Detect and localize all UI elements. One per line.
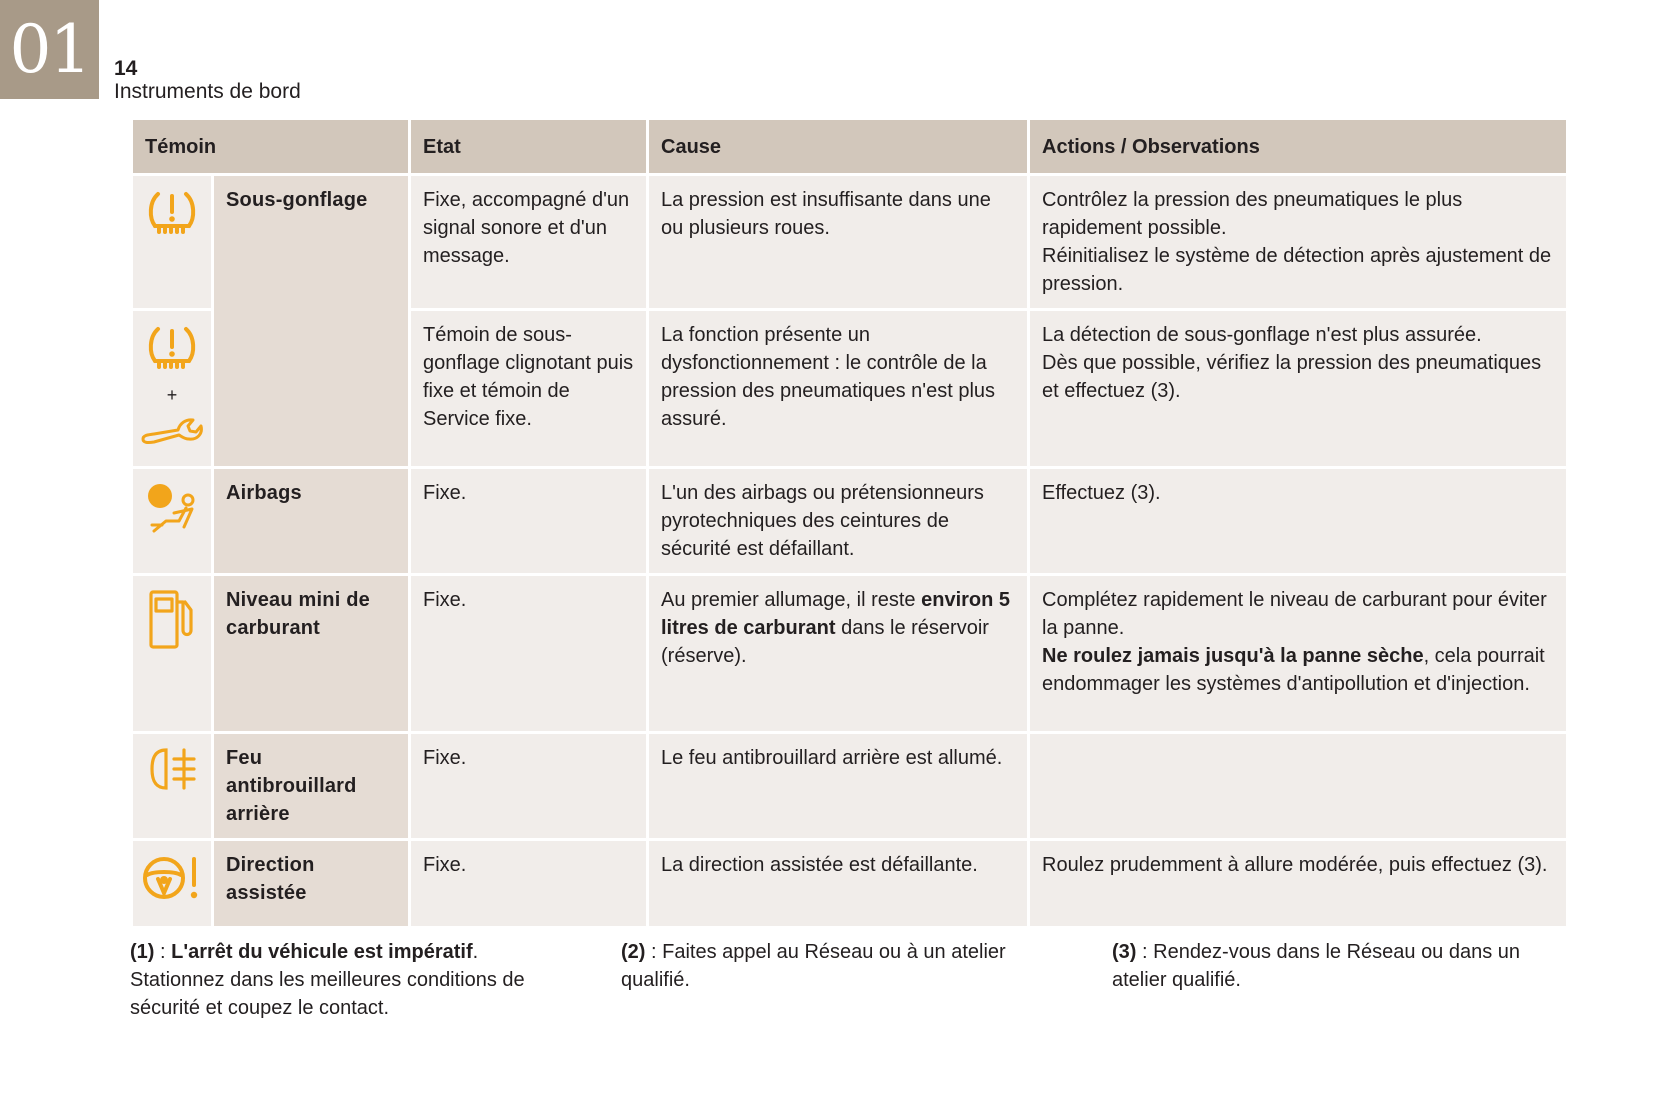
label-power-steering: Direction assistée: [213, 840, 410, 928]
etat-cell: Témoin de sous-gonflage clignotant puis fixe et témoin de Service fixe.: [410, 310, 648, 468]
table-header-row: [132, 119, 1568, 175]
actions-text: Complétez rapidement le niveau de carburant pour éviter la panne.: [1042, 589, 1547, 639]
actions-text: La détection de sous-gonflage n'est plus assurée.: [1042, 324, 1482, 346]
table-row: [132, 575, 1568, 733]
cause-cell: L'un des airbags ou prétensionneurs pyrotechniques des ceintures de sécurité est défaillant.: [648, 468, 1029, 575]
etat-cell: Fixe.: [410, 840, 648, 928]
actions-cell: [1029, 575, 1568, 733]
fuel-pump-icon: [145, 588, 199, 650]
icon-cell: [132, 840, 213, 928]
cause-cell: Le feu antibrouillard arrière est allumé.: [648, 733, 1029, 840]
table-row: [132, 468, 1568, 575]
etat-cell: Fixe.: [410, 468, 648, 575]
tire-pressure-warning-icon: [145, 188, 199, 240]
footnote-number: (3): [1112, 941, 1137, 963]
cause-text: Au premier allumage, il reste: [661, 589, 916, 611]
table-row: [132, 175, 1568, 310]
actions-text: Réinitialisez le système de détection après ajustement de pression.: [1042, 245, 1552, 295]
label-fuel: Niveau mini de carburant: [213, 575, 410, 733]
icon-cell: [132, 575, 213, 733]
actions-text: Contrôlez la pression des pneumatiques le plus rapidement possible.: [1042, 189, 1463, 239]
plus-sign: +: [166, 385, 178, 405]
footnote-1: [130, 938, 570, 1022]
icon-cell: [132, 310, 213, 468]
page-number: 14: [114, 57, 138, 80]
label-rear-fog: Feu antibrouillard arrière: [213, 733, 410, 840]
footnote-text: : Faites appel au Réseau ou à un atelier qualifié.: [621, 941, 1006, 991]
table-row: [132, 733, 1568, 840]
chapter-number-badge: 01: [0, 0, 99, 99]
footnote-punct: .: [472, 941, 479, 963]
icon-cell: [132, 175, 213, 310]
header-temoin: Témoin: [132, 119, 410, 175]
etat-cell: Fixe, accompagné d'un signal sonore et d'un message.: [410, 175, 648, 310]
icon-cell: [132, 468, 213, 575]
footnote-number: (2): [621, 941, 646, 963]
label-airbags: Airbags: [213, 468, 410, 575]
power-steering-warning-icon: [142, 853, 202, 903]
actions-cell: Roulez prudemment à allure modérée, puis effectuez (3).: [1029, 840, 1568, 928]
header-cause: Cause: [648, 119, 1029, 175]
footnote-bold-text: L'arrêt du véhicule est impératif: [171, 941, 473, 963]
cause-bold-text: environ 5 litres de carburant: [661, 589, 1011, 639]
cause-cell: La fonction présente un dysfonctionnement : le contrôle de la pression des pneumatiques n'est plus assuré.: [648, 310, 1029, 468]
footnote-number: (1): [130, 941, 155, 963]
table-row: [132, 840, 1568, 928]
header-actions: Actions / Observations: [1029, 119, 1568, 175]
actions-cell: [1029, 310, 1568, 468]
actions-text: , cela pourrait endommager les systèmes d'antipollution et d'injection.: [1042, 645, 1545, 695]
cause-cell: [648, 575, 1029, 733]
actions-bold-text: Ne roulez jamais jusqu'à la panne sèche: [1042, 645, 1424, 667]
actions-cell: [1029, 733, 1568, 840]
service-wrench-icon: [140, 415, 204, 445]
etat-cell: Fixe.: [410, 733, 648, 840]
etat-cell: Fixe.: [410, 575, 648, 733]
cause-cell: La direction assistée est défaillante.: [648, 840, 1029, 928]
airbag-icon: [144, 481, 200, 535]
cause-text: dans le réservoir (réserve).: [661, 617, 989, 667]
header-etat: Etat: [410, 119, 648, 175]
actions-cell: [1029, 175, 1568, 310]
footnote-2: [621, 938, 1061, 994]
footnote-text: Stationnez dans les meilleures conditions de sécurité et coupez le contact.: [130, 969, 525, 1019]
actions-text: [1042, 642, 1554, 698]
footnote-3: [1112, 938, 1570, 994]
label-sous-gonflage: Sous-gonflage: [213, 175, 410, 468]
rear-fog-light-icon: [146, 746, 198, 792]
tire-pressure-warning-icon: [145, 323, 199, 375]
icon-cell: [132, 733, 213, 840]
cause-cell: La pression est insuffisante dans une ou plusieurs roues.: [648, 175, 1029, 310]
warning-lights-table: [130, 117, 1569, 929]
actions-text: Dès que possible, vérifiez la pression des pneumatiques et effectuez (3).: [1042, 352, 1542, 402]
footnote-separator: :: [154, 941, 172, 963]
section-title: Instruments de bord: [114, 80, 301, 103]
actions-cell: Effectuez (3).: [1029, 468, 1568, 575]
footnote-text: : Rendez-vous dans le Réseau ou dans un atelier qualifié.: [1112, 941, 1521, 991]
